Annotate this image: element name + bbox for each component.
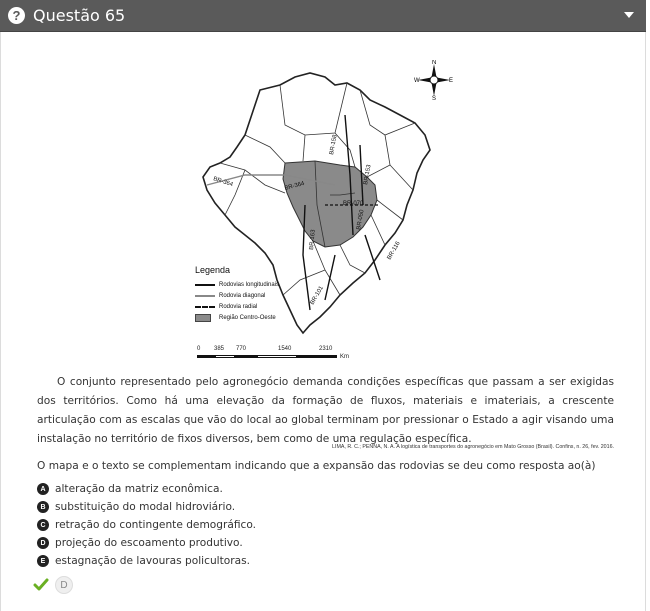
check-icon [33, 577, 49, 593]
road-label: BR-050 [356, 209, 366, 231]
road-label: BR-153 [363, 164, 373, 186]
question-header[interactable] [0, 0, 646, 32]
scale-tick: 1540 [278, 346, 292, 352]
question-stem: O mapa e o texto se complementam indicando que a expansão das rodovias se deu como resposta ao(à) [37, 460, 596, 472]
option-letter: A [37, 483, 49, 495]
compass-e: E [449, 78, 454, 84]
legend-label: Rodovia diagonal [219, 292, 266, 299]
dashed-line-icon [195, 306, 215, 308]
answer-options [37, 480, 614, 570]
road-label: BR-158 [329, 134, 339, 156]
option-letter: D [37, 537, 49, 549]
option-text: projeção do escoamento produtivo. [55, 537, 243, 549]
chevron-down-icon[interactable] [624, 12, 634, 18]
question-title: Questão 65 [33, 6, 126, 25]
option-e[interactable] [37, 552, 614, 570]
legend-label: Rodovia radial [219, 303, 258, 310]
region-swatch-icon [195, 314, 211, 322]
option-text: alteração da matriz econômica. [55, 483, 223, 495]
option-text: estagnação de lavouras policultoras. [55, 555, 250, 567]
legend-title: Legenda [195, 265, 231, 275]
option-letter: E [37, 555, 49, 567]
scale-tick: 2310 [319, 346, 333, 352]
compass-icon [414, 60, 454, 100]
answer-badge: D [55, 576, 73, 594]
compass-s: S [432, 96, 437, 100]
road-label: BR-364 [283, 180, 306, 192]
solid-line-icon [195, 284, 215, 286]
legend-label: Região Centro-Oeste [219, 314, 276, 321]
map-scale [197, 346, 347, 366]
option-letter: C [37, 519, 49, 531]
option-text: retração do contingente demográfico. [55, 519, 256, 531]
scale-tick: 385 [214, 346, 225, 352]
compass-rose [414, 60, 454, 100]
legend-item [195, 290, 279, 301]
road-label: BR-163 [309, 229, 317, 251]
support-text: O conjunto representado pelo agronegócio demanda condições específicas que passam a ser exigidas dos territórios. Como há uma elevação da formação de fluxos, materiais e imateriais, a crescente articulação com as escalas que vão do local ao global terminam por pressionar o Estado a agir visando uma instalação no território de fixos diversos, bem como de uma regulação específica. [37, 376, 614, 445]
option-letter: B [37, 501, 49, 513]
option-a[interactable] [37, 480, 614, 498]
help-icon: ? [8, 7, 25, 24]
road-label: BR-070 [343, 201, 364, 207]
road-label: BR-101 [309, 285, 325, 306]
gray-line-icon [195, 295, 215, 297]
option-text: substituição do modal hidroviário. [55, 501, 236, 513]
citation: LIMA, R. C.; PENNA, N. A. A logística de transportes do agronegócio em Mato Grosso (Brasil). Confins, n. 26, fev. 2016. [332, 444, 614, 450]
scale-bar [197, 355, 337, 358]
compass-n: N [432, 60, 437, 66]
option-b[interactable] [37, 498, 614, 516]
scale-tick: 0 [197, 346, 201, 352]
option-c[interactable] [37, 516, 614, 534]
scale-unit: Km [340, 354, 349, 360]
legend-label: Rodovias longitudinais [219, 281, 280, 288]
option-d[interactable] [37, 534, 614, 552]
compass-w: W [414, 78, 420, 84]
legend-item [195, 301, 279, 312]
legend-item [195, 279, 279, 290]
scale-tick: 770 [236, 346, 247, 352]
map-legend [195, 265, 279, 323]
answer-feedback [33, 576, 73, 594]
road-label: BR-116 [386, 240, 402, 261]
legend-item [195, 312, 279, 323]
road-label: BR-364 [212, 176, 234, 189]
